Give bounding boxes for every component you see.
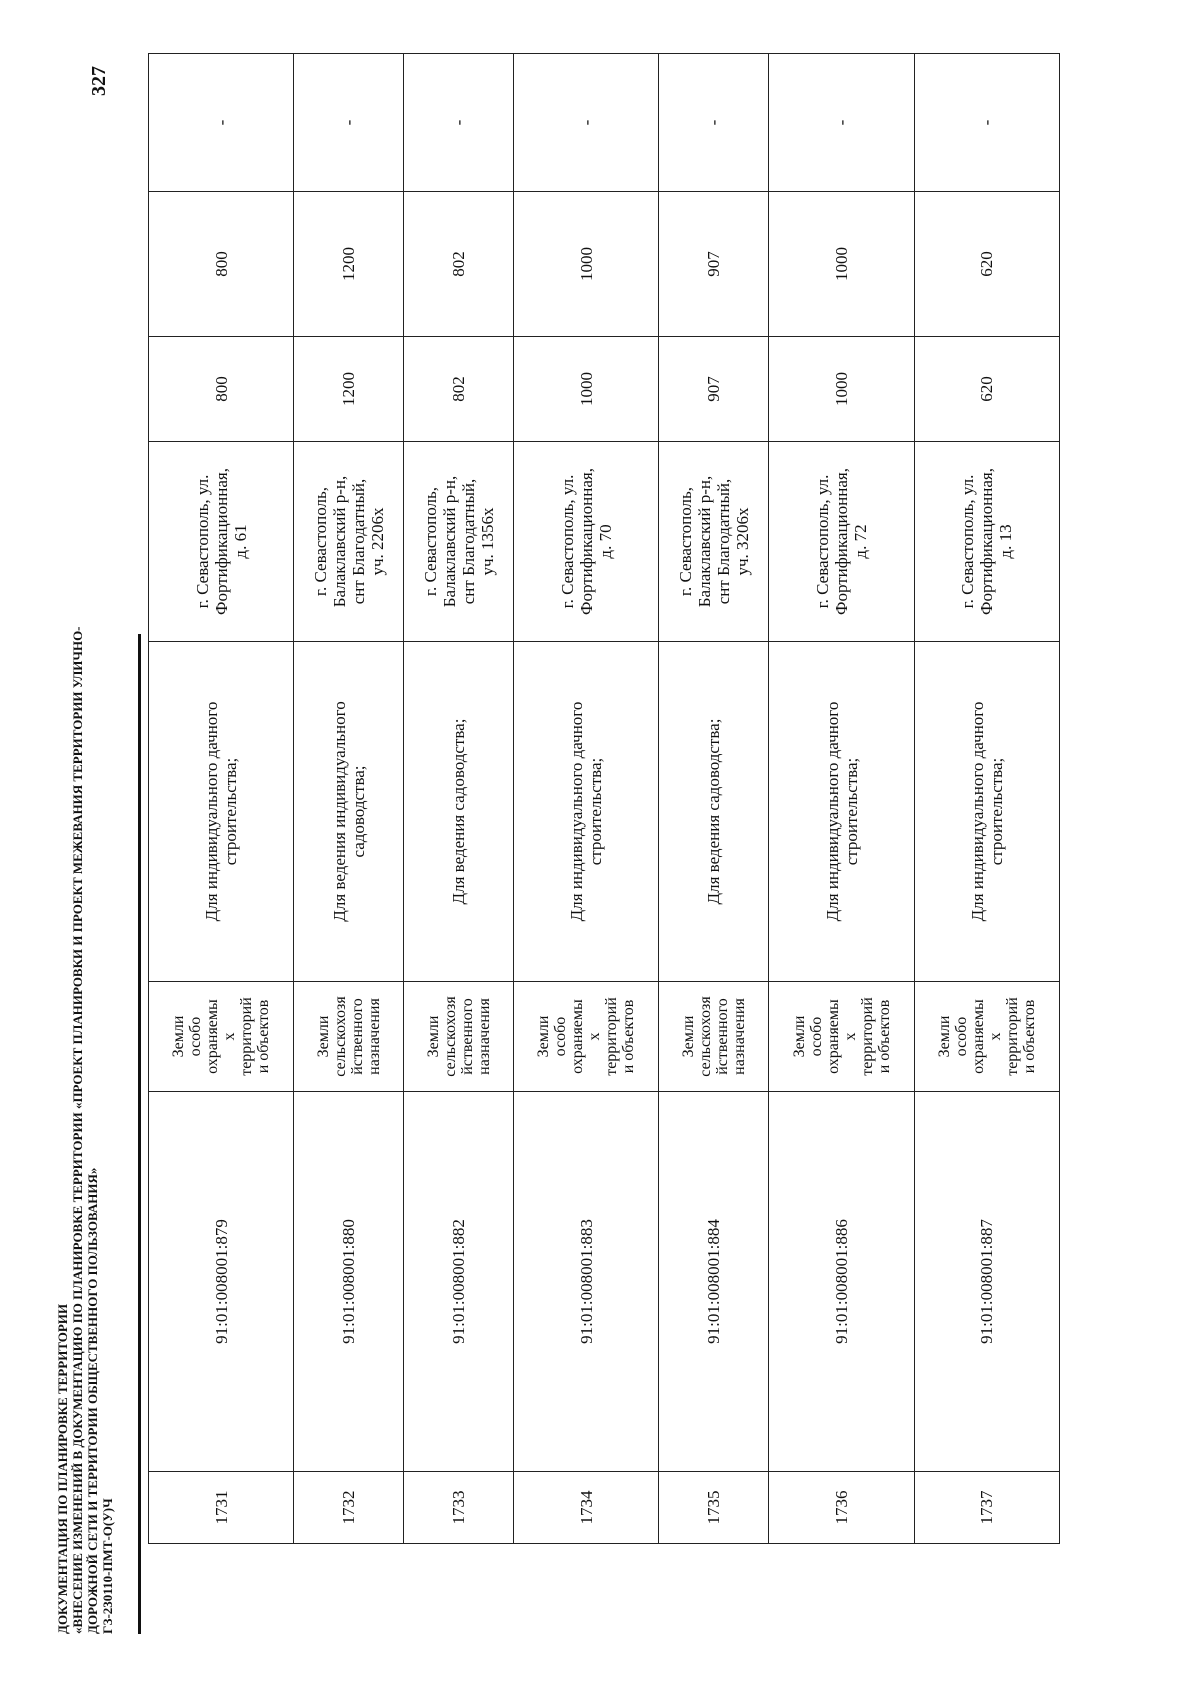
table-row [404, 54, 514, 1544]
cell-permitted-use [514, 642, 659, 982]
header-line-2: «ВНЕСЕНИЕ ИЗМЕНЕНИЙ В ДОКУМЕНТАЦИЮ ПО ПЛАНИРОВКЕ ТЕРРИТОРИИ «ПРОЕКТ ПЛАНИРОВКИ И ПРОЕКТ МЕЖЕВАНИЯ ТЕРРИТОРИИ УЛИЧНО- [70, 626, 85, 1634]
cell-address-line: уч. 3206х [732, 507, 752, 576]
cell-permitted-use-line: строительства; [221, 757, 241, 866]
cell-permitted-use [914, 642, 1059, 982]
cell-permitted-use-line: строительства; [986, 757, 1006, 866]
cell-area: 1200 [294, 337, 404, 442]
cell-land-category-line: назначения [730, 998, 748, 1075]
cell-address-line: снт Благодатный, [713, 478, 733, 605]
cell-row-number: 1731 [149, 1472, 294, 1544]
cell-land-category [914, 982, 1059, 1092]
table-row [659, 54, 769, 1544]
cell-permitted-use [659, 642, 769, 982]
cell-land-category [149, 982, 294, 1092]
cell-note: - [149, 54, 294, 192]
cell-land-category-line: Земли [314, 1015, 332, 1058]
cell-land-category-line: Земли [790, 1015, 808, 1058]
cell-address-line: Фортификационная, [576, 468, 596, 615]
cell-land-category-line: назначения [365, 998, 383, 1075]
cell-address-line: д. 70 [595, 524, 615, 559]
cell-row-number: 1732 [294, 1472, 404, 1544]
cell-area: 1000 [514, 337, 659, 442]
table-row [514, 54, 659, 1544]
cell-permitted-use-line: Для индивидуального дачного [967, 701, 987, 922]
cell-land-category [769, 982, 914, 1092]
cell-address-line: д. 61 [230, 524, 250, 559]
cell-land-category-line: особо [552, 1016, 570, 1057]
cell-note: - [769, 54, 914, 192]
cell-land-category-line: х [841, 1032, 859, 1041]
cell-land-category-line: йственного [458, 998, 476, 1075]
cell-area-calculated: 800 [149, 192, 294, 337]
table-row [294, 54, 404, 1544]
cell-note: - [294, 54, 404, 192]
table-row [769, 54, 914, 1544]
header-divider [138, 634, 141, 1634]
cell-address-line: уч. 2206х [367, 507, 387, 576]
cell-area: 800 [149, 337, 294, 442]
cell-land-category-line: охраняемы [969, 999, 987, 1074]
cell-area: 907 [659, 337, 769, 442]
cell-address [769, 442, 914, 642]
cell-area-calculated: 1200 [294, 192, 404, 337]
cell-land-category-line: охраняемы [204, 999, 222, 1074]
cell-area-calculated: 1000 [769, 192, 914, 337]
document-header [55, 134, 115, 1634]
cell-land-category-line: х [986, 1032, 1004, 1041]
cell-address-line: г. Севастополь, ул. [192, 474, 212, 609]
cell-land-category-line: Земли [535, 1015, 553, 1058]
cell-cadastral-number: 91:01:008001:880 [294, 1092, 404, 1472]
cell-address-line: д. 72 [851, 524, 871, 559]
cell-row-number: 1736 [769, 1472, 914, 1544]
cell-area: 1000 [769, 337, 914, 442]
cell-land-category [514, 982, 659, 1092]
cell-permitted-use [769, 642, 914, 982]
cell-permitted-use [149, 642, 294, 982]
cell-land-category-line: сельскохозя [696, 996, 714, 1077]
cell-address-line: г. Севастополь, ул. [958, 474, 978, 609]
cell-permitted-use-line: Для ведения садоводства; [704, 718, 724, 905]
cell-row-number: 1737 [914, 1472, 1059, 1544]
cell-land-category-line: йственного [348, 998, 366, 1075]
cell-land-category-line: особо [187, 1016, 205, 1057]
cell-note: - [914, 54, 1059, 192]
cell-land-category-line: и объектов [1020, 999, 1038, 1074]
cell-note: - [514, 54, 659, 192]
cell-address-line: Фортификационная, [977, 468, 997, 615]
table-row [914, 54, 1059, 1544]
cell-row-number: 1735 [659, 1472, 769, 1544]
table-body [149, 54, 1060, 1544]
cell-permitted-use-line: Для индивидуального дачного [202, 701, 222, 922]
land-plots-table [148, 53, 1060, 1544]
cell-area-calculated: 802 [404, 192, 514, 337]
cell-land-category-line: и объектов [620, 999, 638, 1074]
cell-area-calculated: 1000 [514, 192, 659, 337]
cell-address-line: Балаклавский р-н, [694, 475, 714, 608]
cell-permitted-use [294, 642, 404, 982]
cell-address [294, 442, 404, 642]
cell-land-category-line: и объектов [255, 999, 273, 1074]
cell-cadastral-number: 91:01:008001:886 [769, 1092, 914, 1472]
cell-permitted-use [404, 642, 514, 982]
cell-land-category [659, 982, 769, 1092]
header-line-3: ДОРОЖНОЙ СЕТИ И ТЕРРИТОРИИ ОБЩЕСТВЕННОГО ПОЛЬЗОВАНИЯ» [85, 1167, 100, 1634]
cell-land-category [404, 982, 514, 1092]
cell-address-line: г. Севастополь, [675, 486, 695, 597]
cell-permitted-use-line: Для индивидуального дачного [567, 701, 587, 922]
cell-land-category-line: Земли [170, 1015, 188, 1058]
cell-permitted-use-line: Для ведения садоводства; [449, 718, 469, 905]
cell-permitted-use-line: Для ведения индивидуального [329, 701, 349, 922]
cell-land-category-line: назначения [475, 998, 493, 1075]
cell-note: - [404, 54, 514, 192]
cell-land-category-line: особо [807, 1016, 825, 1057]
cell-row-number: 1733 [404, 1472, 514, 1544]
cell-land-category-line: особо [952, 1016, 970, 1057]
table-row [149, 54, 294, 1544]
cell-land-category [294, 982, 404, 1092]
cell-land-category-line: Земли [679, 1015, 697, 1058]
cell-land-category-line: Земли [424, 1015, 442, 1058]
header-line-4: ГЗ-230110-ПМТ-О(У)Ч [100, 1498, 115, 1634]
cell-address-line: Балаклавский р-н, [329, 475, 349, 608]
cell-address-line: снт Благодатный, [458, 478, 478, 605]
cell-address-line: г. Севастополь, [420, 486, 440, 597]
cell-land-category-line: сельскохозя [331, 996, 349, 1077]
cell-cadastral-number: 91:01:008001:884 [659, 1092, 769, 1472]
cell-land-category-line: территорий [603, 997, 621, 1076]
cell-permitted-use-line: садоводства; [348, 765, 368, 858]
cell-area-calculated: 907 [659, 192, 769, 337]
cell-cadastral-number: 91:01:008001:882 [404, 1092, 514, 1472]
cell-note: - [659, 54, 769, 192]
cell-land-category-line: охраняемы [569, 999, 587, 1074]
cell-address-line: г. Севастополь, ул. [557, 474, 577, 609]
cell-area-calculated: 620 [914, 192, 1059, 337]
cell-address [149, 442, 294, 642]
cell-permitted-use-line: Для индивидуального дачного [822, 701, 842, 922]
page-number: 327 [88, 66, 110, 96]
cell-row-number: 1734 [514, 1472, 659, 1544]
cell-land-category-line: йственного [713, 998, 731, 1075]
cell-land-category-line: и объектов [875, 999, 893, 1074]
cell-address-line: уч. 1356х [477, 507, 497, 576]
cell-land-category-line: территорий [238, 997, 256, 1076]
cell-land-category-line: охраняемы [824, 999, 842, 1074]
cell-cadastral-number: 91:01:008001:883 [514, 1092, 659, 1472]
cell-address-line: снт Благодатный, [348, 478, 368, 605]
cell-address-line: г. Севастополь, ул. [813, 474, 833, 609]
cell-address [659, 442, 769, 642]
cell-land-category-line: территорий [1003, 997, 1021, 1076]
cell-permitted-use-line: строительства; [841, 757, 861, 866]
header-line-1: ДОКУМЕНТАЦИЯ ПО ПЛАНИРОВКЕ ТЕРРИТОРИИ [55, 1303, 70, 1634]
cell-area: 802 [404, 337, 514, 442]
cell-address-line: Фортификационная, [832, 468, 852, 615]
cell-permitted-use-line: строительства; [586, 757, 606, 866]
cell-address-line: д. 13 [996, 524, 1016, 559]
cell-address-line: Балаклавский р-н, [439, 475, 459, 608]
cell-address [914, 442, 1059, 642]
cell-land-category-line: Земли [935, 1015, 953, 1058]
cell-land-category-line: сельскохозя [441, 996, 459, 1077]
cell-cadastral-number: 91:01:008001:879 [149, 1092, 294, 1472]
cell-address-line: г. Севастополь, [310, 486, 330, 597]
cell-land-category-line: х [586, 1032, 604, 1041]
cell-area: 620 [914, 337, 1059, 442]
cell-land-category-line: территорий [858, 997, 876, 1076]
cell-cadastral-number: 91:01:008001:887 [914, 1092, 1059, 1472]
cell-address [404, 442, 514, 642]
cell-address [514, 442, 659, 642]
cell-address-line: Фортификационная, [211, 468, 231, 615]
cell-land-category-line: х [221, 1032, 239, 1041]
